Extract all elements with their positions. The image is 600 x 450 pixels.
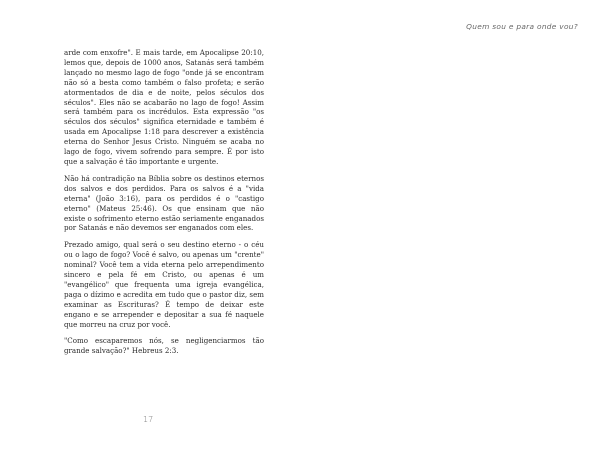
body-text	[64, 48, 264, 363]
running-header: Quem sou e para onde vou?	[466, 22, 578, 31]
paragraph-4: "Como escaparemos nós, se negligenciarmos tão grande salvação?" Hebreus 2:3.	[64, 336, 264, 356]
paragraph-3: Prezado amigo, qual será o seu destino eterno - o céu ou o lago de fogo? Você é salvo, ou apenas um "crente" nominal? Você tem a vida eterna pelo arrependimento sincero e pela fé em Cristo, ou apenas é um "evangélico" que frequenta uma igreja evangélica, paga o dízimo e acredita em tudo que o pastor diz, sem examinar as Escrituras? É tempo de deixar este engano e se arrepender e depositar a sua fé naquele que morreu na cruz por você.	[64, 240, 264, 329]
paragraph-2: Não há contradição na Bíblia sobre os destinos eternos dos salvos e dos perdidos. Para os salvos é a "vida eterna" (João 3:16), para os perdidos é o "castigo eterno" (Mateus 25:46). Os que ensinam que não existe o sofrimento eterno estão seriamente enganados por Satanás e não devemos ser enganados com eles.	[64, 173, 264, 233]
page-number: 17	[143, 415, 154, 424]
paragraph-1: arde com enxofre". E mais tarde, em Apocalipse 20:10, lemos que, depois de 1000 anos, Satanás será também lançado no mesmo lago de fogo "onde já se encontram não só a besta como também o falso profeta; e serão atormentados de dia e de noite, pelos séculos dos séculos". Eles não se acabarão no lago de fogo! Assim será também para os incrédulos. Esta expressão "os séculos dos séculos" significa eternidade e também é usada em Apocalipse 1:18 para descrever a existência eterna do Senhor Jesus Cristo. Ninguém se acaba no lago de fogo, vivem sofrendo para sempre. É por isto que a salvação é tão importante e urgente.	[64, 48, 264, 166]
